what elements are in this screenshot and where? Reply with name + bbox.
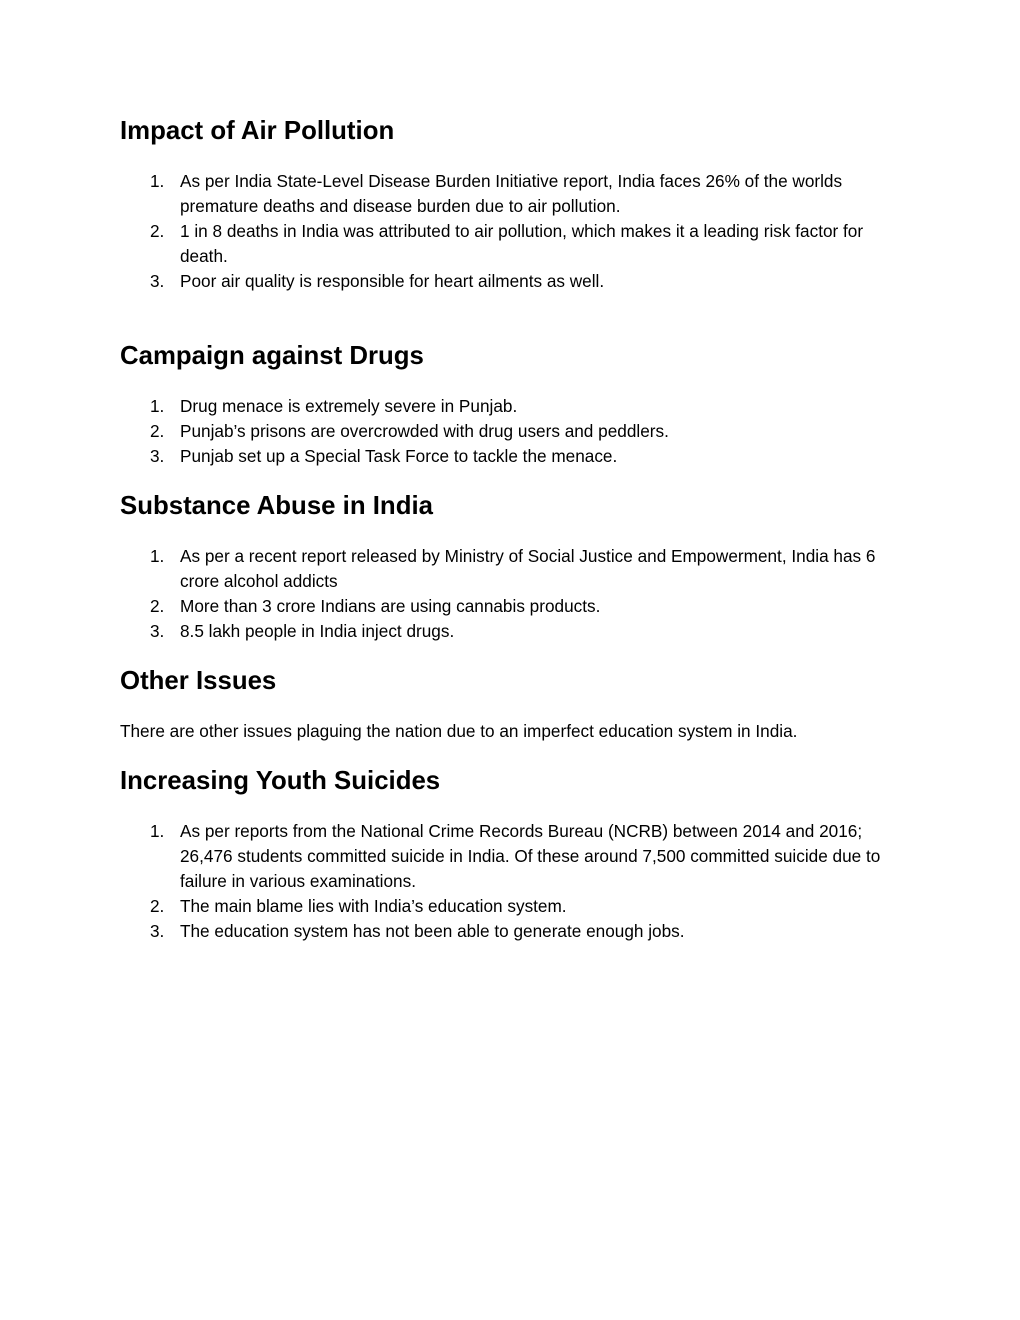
list-number: 1. xyxy=(150,546,165,566)
spacer xyxy=(120,294,900,344)
list-number: 2. xyxy=(150,896,165,916)
section-heading: Other Issues xyxy=(120,667,277,695)
list-item xyxy=(120,169,900,219)
section-heading: Substance Abuse in India xyxy=(120,492,433,520)
list-item-text: Poor air quality is responsible for heart ailments as well. xyxy=(180,271,605,291)
list-number: 3. xyxy=(150,446,165,466)
list-number: 2. xyxy=(150,421,165,441)
list-number: 2. xyxy=(150,596,165,616)
list-number: 1. xyxy=(150,171,165,191)
list-item xyxy=(120,419,900,444)
document-page xyxy=(120,119,900,944)
list-number: 3. xyxy=(150,271,165,291)
list-item xyxy=(120,894,900,919)
list-number: 2. xyxy=(150,221,165,241)
numbered-list xyxy=(120,544,900,644)
list-item-text: 1 in 8 deaths in India was attributed to air pollution, which makes it a leading risk factor for death. xyxy=(180,221,864,266)
section-heading: Increasing Youth Suicides xyxy=(120,767,441,795)
list-item xyxy=(120,219,900,269)
list-item-text: As per reports from the National Crime Records Bureau (NCRB) between 2014 and 2016; 26,476 students committed suicide in India. Of these around 7,500 committed suicide due to failure in various examinations. xyxy=(180,821,881,891)
numbered-list xyxy=(120,819,900,944)
list-number: 3. xyxy=(150,621,165,641)
section-heading: Campaign against Drugs xyxy=(120,342,424,370)
list-item-text: More than 3 crore Indians are using cannabis products. xyxy=(180,596,601,616)
list-item xyxy=(120,544,900,594)
list-item xyxy=(120,394,900,419)
numbered-list xyxy=(120,169,900,294)
list-item-text: As per India State-Level Disease Burden Initiative report, India faces 26% of the worlds premature deaths and disease burden due to air pollution. xyxy=(180,171,843,216)
section-heading: Impact of Air Pollution xyxy=(120,117,395,145)
list-item xyxy=(120,269,900,294)
list-item-text: The education system has not been able to generate enough jobs. xyxy=(180,921,685,941)
spacer xyxy=(120,644,900,669)
list-item-text: Punjab’s prisons are overcrowded with drug users and peddlers. xyxy=(180,421,669,441)
section-air-pollution xyxy=(120,119,900,294)
list-item xyxy=(120,594,900,619)
section-campaign-against-drugs xyxy=(120,344,900,469)
list-item-text: Punjab set up a Special Task Force to tackle the menace. xyxy=(180,446,618,466)
list-item xyxy=(120,619,900,644)
list-item-text: Drug menace is extremely severe in Punjab. xyxy=(180,396,518,416)
list-item xyxy=(120,444,900,469)
list-number: 3. xyxy=(150,921,165,941)
section-other-issues xyxy=(120,669,900,744)
list-item-text: The main blame lies with India’s education system. xyxy=(180,896,567,916)
list-item-text: As per a recent report released by Ministry of Social Justice and Empowerment, India has 6 crore alcohol addicts xyxy=(180,546,876,591)
numbered-list xyxy=(120,394,900,469)
list-number: 1. xyxy=(150,396,165,416)
list-item xyxy=(120,919,900,944)
section-youth-suicides xyxy=(120,769,900,944)
section-substance-abuse xyxy=(120,494,900,644)
spacer xyxy=(120,469,900,494)
spacer xyxy=(120,744,900,769)
list-item-text: 8.5 lakh people in India inject drugs. xyxy=(180,621,455,641)
list-number: 1. xyxy=(150,821,165,841)
list-item xyxy=(120,819,900,894)
section-paragraph: There are other issues plaguing the nation due to an imperfect education system in India. xyxy=(120,721,798,741)
